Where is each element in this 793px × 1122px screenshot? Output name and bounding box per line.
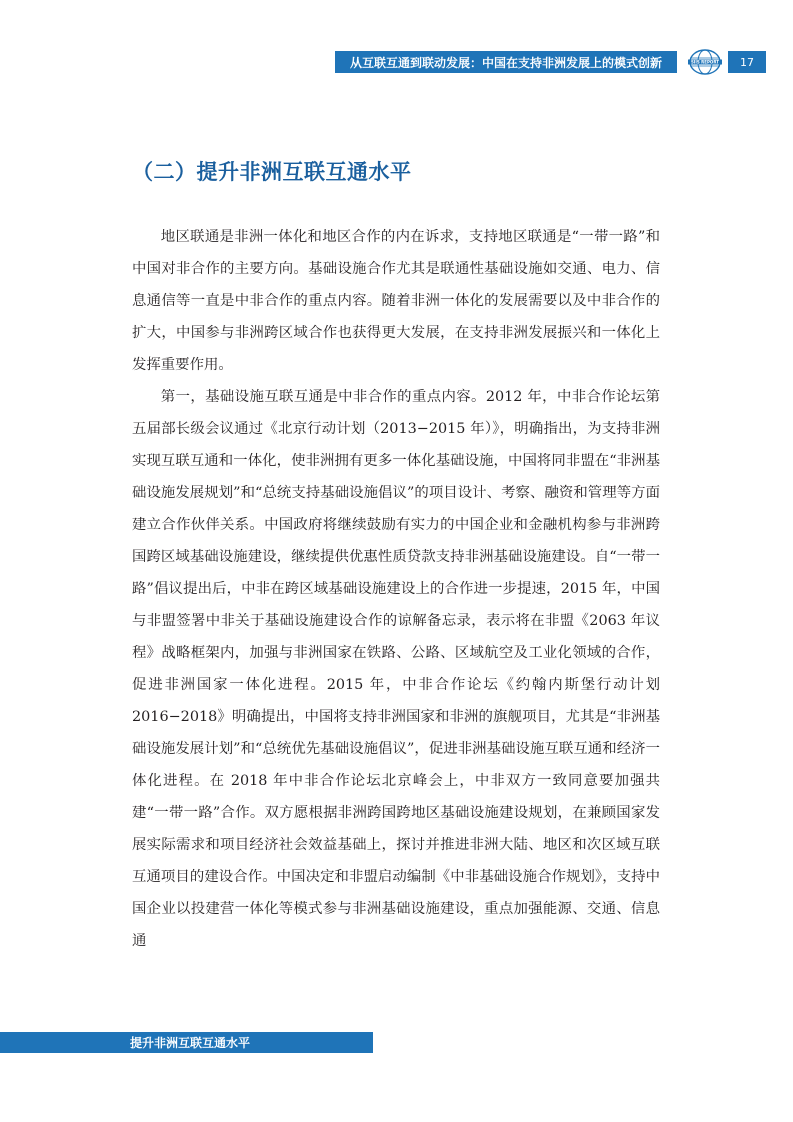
- page-number-box: [728, 51, 766, 73]
- header-title: 从互联互通到联动发展：中国在支持非洲发展上的模式创新: [349, 55, 662, 70]
- logo-text: SIIS REPORT: [691, 59, 719, 65]
- header-bar: [335, 51, 677, 73]
- paragraph-1: 地区联通是非洲一体化和地区合作的内在诉求，支持地区联通是“一带一路”和中国对非合作的主要方向。基础设施合作尤其是联通性基础设施如交通、电力、信息通信等一直是中非合作的重点内容。随着非洲一体化的发展需要以及中非合作的扩大，中国参与非洲跨区域合作也获得更大发展，在支持非洲发展振兴和一体化上发挥重要作用。: [132, 229, 660, 373]
- body-text: [132, 221, 660, 957]
- page-number: 17: [740, 55, 754, 69]
- footer-bar: [0, 1032, 373, 1053]
- siis-globe-logo-icon: [688, 48, 722, 76]
- paragraph-2: 第一，基础设施互联互通是中非合作的重点内容。2012 年，中非合作论坛第五届部长级会议通过《北京行动计划（2013−2015 年）》，明确指出，为支持非洲实现互联互通和一体化，使非洲拥有更多一体化基础设施，中国将同非盟在“非洲基础设施发展规划”和“总统支持基础设施倡议”的项目设计、考察、融资和管理等方面建立合作伙伴关系。中国政府将继续鼓励有实力的中国企业和金融机构参与非洲跨国跨区域基础设施建设，继续提供优惠性质贷款支持非洲基础设施建设。自“一带一路”倡议提出后，中非在跨区域基础设施建设上的合作进一步提速，2015 年，中国与非盟签署中非关于基础设施建设合作的谅解备忘录，表示将在非盟《2063 年议程》战略框架内，加强与非洲国家在铁路、公路、区域航空及工业化领域的合作，促进非洲国家一体化进程。2015 年，中非合作论坛《约翰内斯堡行动计划 2016−2018》明确提出，中国将支持非洲国家和非洲的旗舰项目，尤其是“非洲基础设施发展计划”和“总统优先基础设施倡议”，促进非洲基础设施互联互通和经济一体化进程。在 2018 年中非合作论坛北京峰会上，中非双方一致同意要加强共建“一带一路”合作。双方愿根据非洲跨国跨地区基础设施建设规划，在兼顾国家发展实际需求和项目经济社会效益基础上，探讨并推进非洲大陆、地区和次区域互联互通项目的建设合作。中国决定和非盟启动编制《中非基础设施合作规划》，支持中国企业以投建营一体化等模式参与非洲基础设施建设，重点加强能源、交通、信息通: [132, 389, 660, 949]
- section-heading: （二）提升非洲互联互通水平: [132, 160, 412, 184]
- footer-section-label: 提升非洲互联互通水平: [130, 1036, 251, 1050]
